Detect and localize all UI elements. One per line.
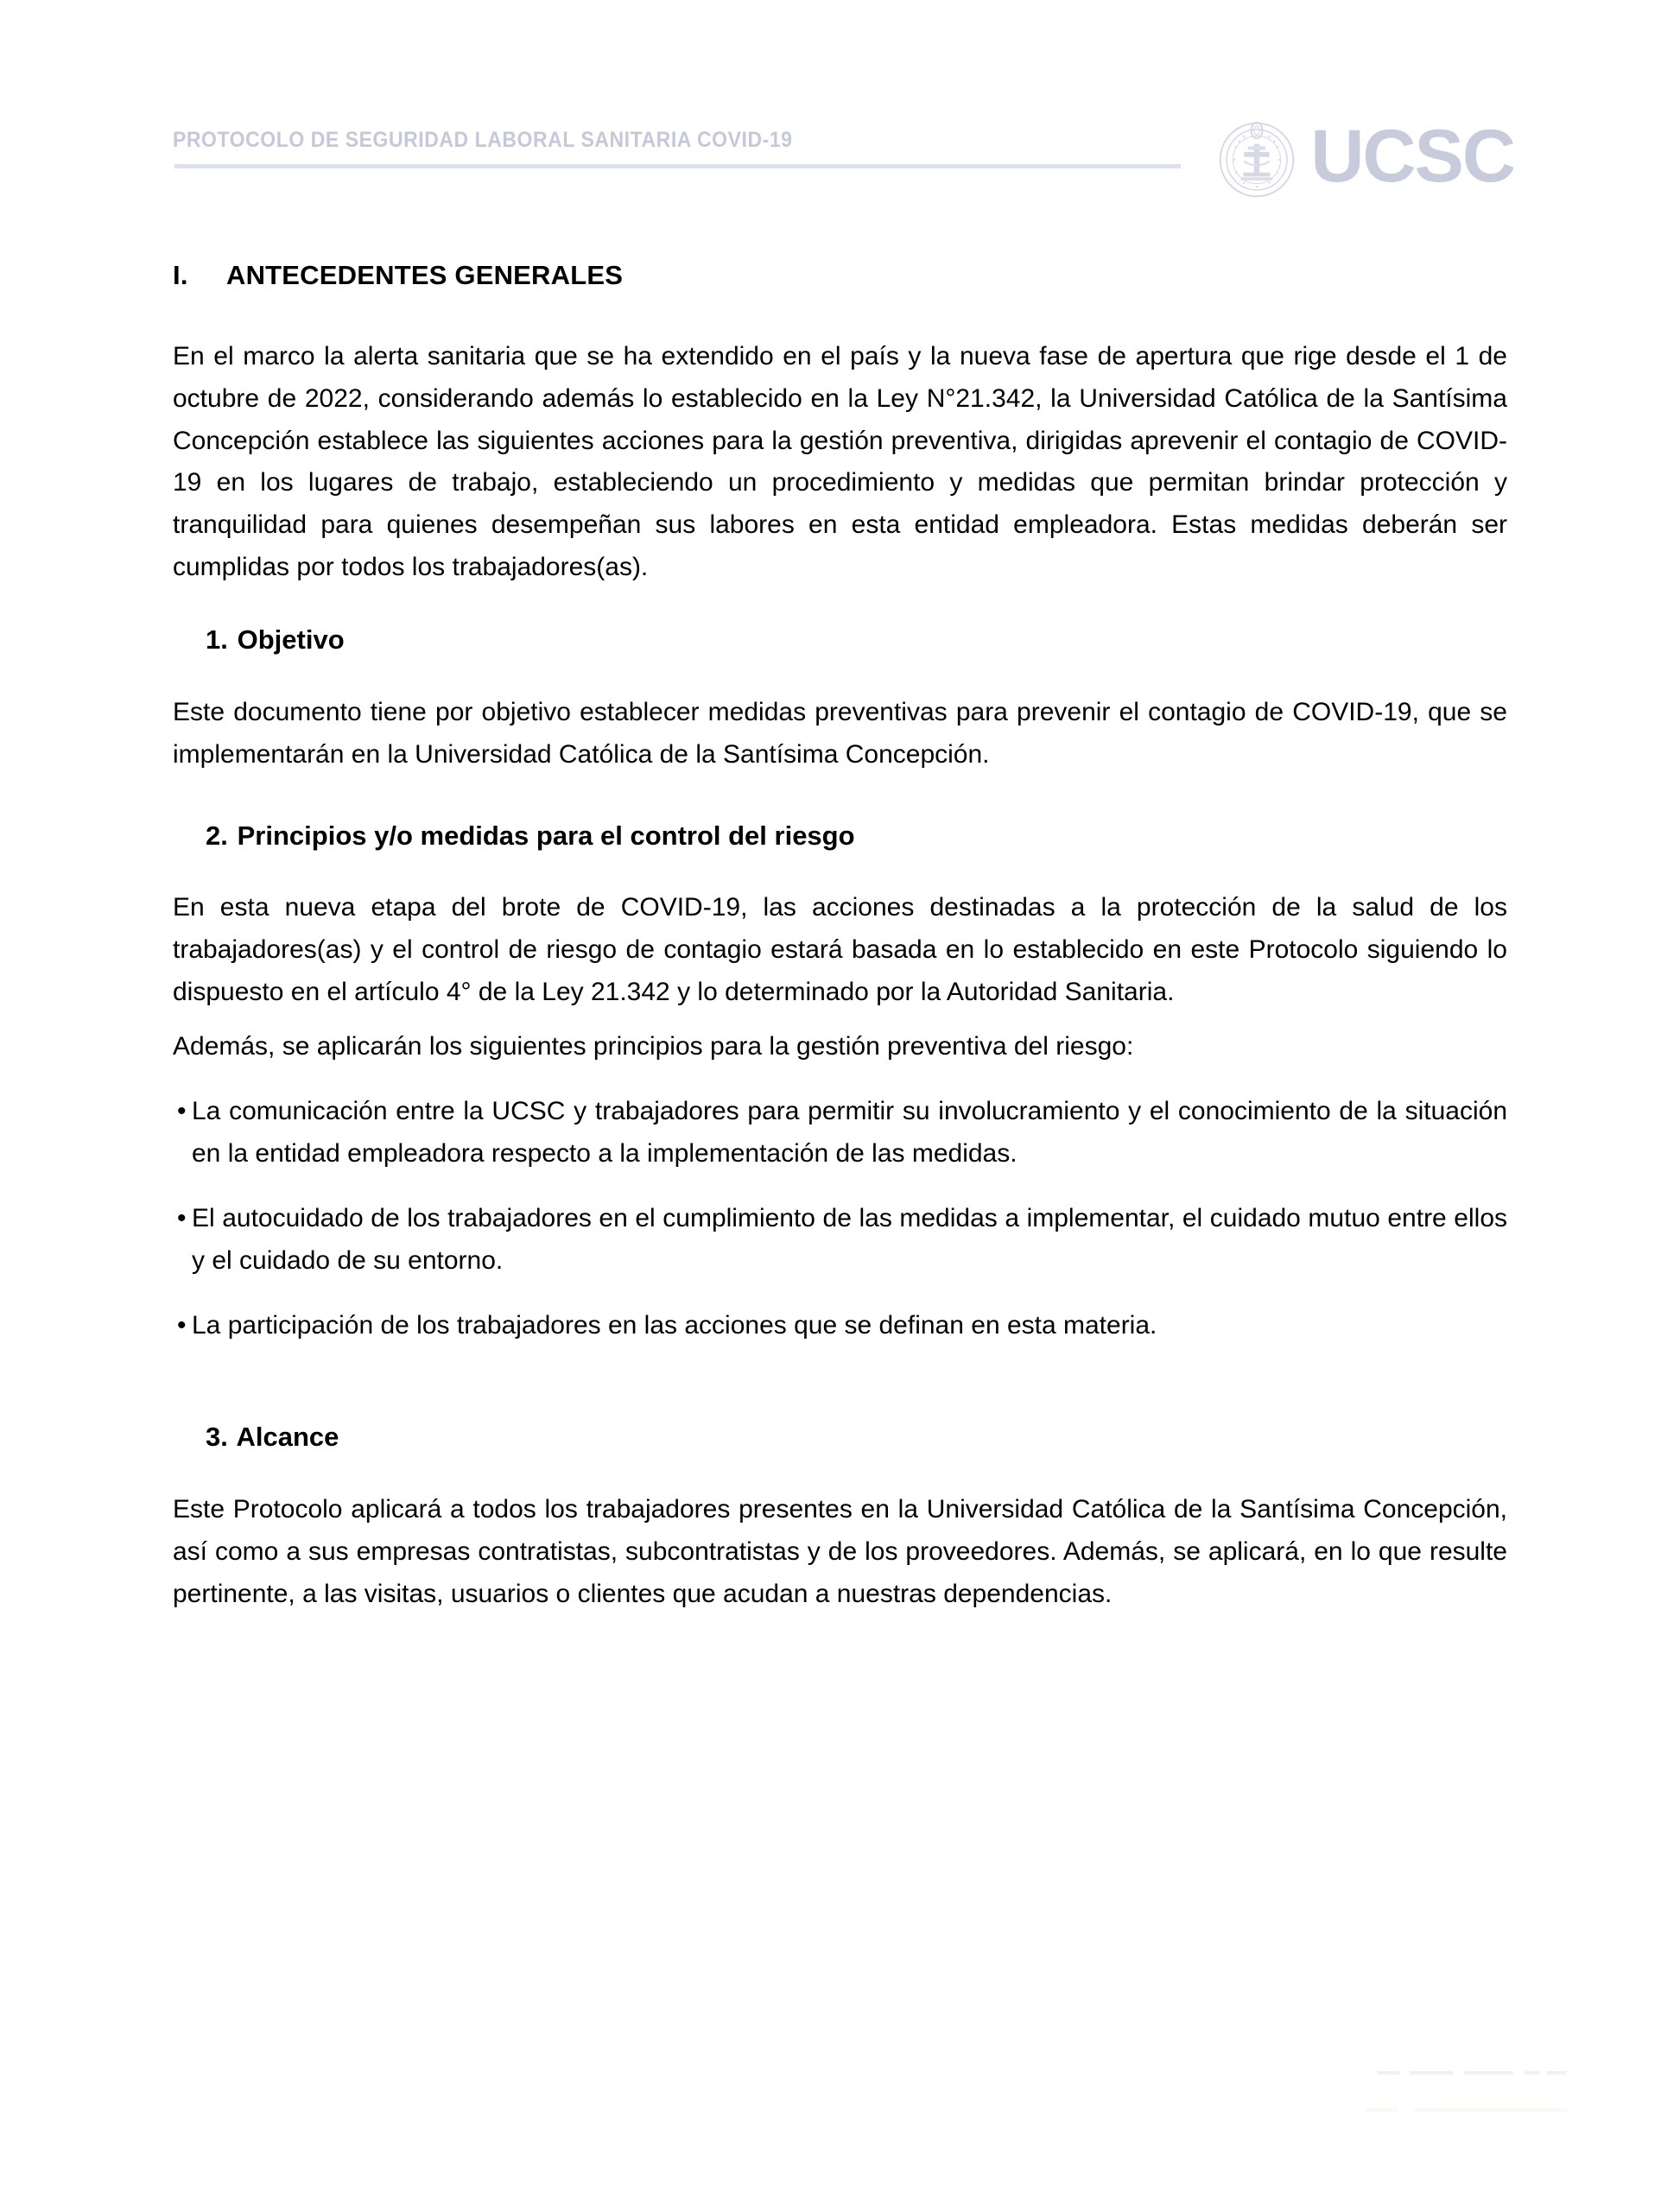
list-item-text: El autocuidado de los trabajadores en el cumplimiento de las medidas a implementar, el cuidado mutuo entre ellos y el cuidado de su entorno. bbox=[192, 1203, 1507, 1275]
ucsc-wordmark: UCSC bbox=[1310, 115, 1514, 198]
subsection-title-text: Alcance bbox=[236, 1422, 339, 1453]
scan-artifact-lower bbox=[1366, 2108, 1567, 2113]
subsection-numeral: 1. bbox=[206, 624, 228, 656]
bullet-marker-icon: • bbox=[177, 1310, 187, 1340]
ucsc-university-seal-icon bbox=[1217, 120, 1296, 200]
subsection-heading-principios bbox=[173, 820, 1507, 853]
paragraph-objetivo: Este documento tiene por objetivo establecer medidas preventivas para prevenir el contagio de COVID-19, que se implementarán en la Universidad Católica de la Santísima Concepción. bbox=[173, 697, 1507, 769]
list-item-text: La comunicación entre la UCSC y trabajadores para permitir su involucramiento y el conocimiento de la situación en la entidad empleadora respecto a la implementación de las medidas. bbox=[192, 1096, 1507, 1168]
principios-bullet-list bbox=[173, 1091, 1507, 1346]
section-title-text: ANTECEDENTES GENERALES bbox=[226, 260, 624, 290]
paragraph-alcance: Este Protocolo aplicará a todos los trabajadores presentes en la Universidad Católica de la Santísima Concepción, así como a sus empresas contratistas, subcontratistas y de los proveedores. Además, se aplicará, en lo que resulte pertinente, a las visitas, usuarios o clientes que acudan a nuestras dependencias. bbox=[173, 1495, 1507, 1608]
bullet-marker-icon: • bbox=[177, 1203, 187, 1232]
subsection-heading-objetivo bbox=[173, 624, 1507, 657]
subsection-numeral: 3. bbox=[206, 1422, 228, 1453]
list-item bbox=[173, 1091, 1507, 1175]
list-item bbox=[173, 1305, 1507, 1347]
paragraph-principios-1: En esta nueva etapa del brote de COVID-19, las acciones destinadas a la protección de la salud de los trabajadores(as) y el control de riesgo de contagio estará basada en lo establecido en este Protocolo siguiendo lo dispuesto en el artículo 4° de la Ley 21.342 y lo determinado por la Autoridad Sanitaria. bbox=[173, 893, 1507, 1007]
bullet-marker-icon: • bbox=[177, 1096, 187, 1125]
list-item-text: La participación de los trabajadores en las acciones que se definan en esta materia. bbox=[192, 1310, 1157, 1340]
subsection-heading-alcance bbox=[173, 1421, 1507, 1454]
subsection-title-text: Objetivo bbox=[237, 624, 345, 656]
list-item bbox=[173, 1198, 1507, 1283]
paragraph-principios-2: Además, se aplicarán los siguientes principios para la gestión preventiva del riesgo: bbox=[173, 1032, 1134, 1061]
header-divider bbox=[174, 164, 1181, 168]
paragraph-antecedentes: En el marco la alerta sanitaria que se ha extendido en el país y la nueva fase de apertura que rige desde el 1 de octubre de 2022, considerando además lo establecido en la Ley N°21.342, la Universidad Católica de la Santísima Concepción establece las siguientes acciones para la gestión preventiva, dirigidas aprevenir el contagio de COVID-19 en los lugares de trabajo, estableciendo un procedimiento y medidas que permitan brindar protección y tranquilidad para quienes desempeñan sus labores en esta entidad empleadora. Estas medidas deberán ser cumplidas por todos los trabajadores(as). bbox=[173, 341, 1507, 582]
section-numeral: I. bbox=[173, 260, 188, 290]
subsection-title-text: Principios y/o medidas para el control del riesgo bbox=[237, 820, 855, 851]
header-title: PROTOCOLO DE SEGURIDAD LABORAL SANITARIA COVID-19 bbox=[173, 128, 793, 152]
document-body bbox=[173, 259, 1507, 1616]
scan-artifact-upper bbox=[1378, 2071, 1566, 2075]
subsection-numeral: 2. bbox=[206, 820, 228, 851]
document-header bbox=[0, 104, 1680, 216]
section-heading-antecedentes bbox=[173, 259, 1507, 293]
ucsc-logo bbox=[1217, 104, 1514, 216]
